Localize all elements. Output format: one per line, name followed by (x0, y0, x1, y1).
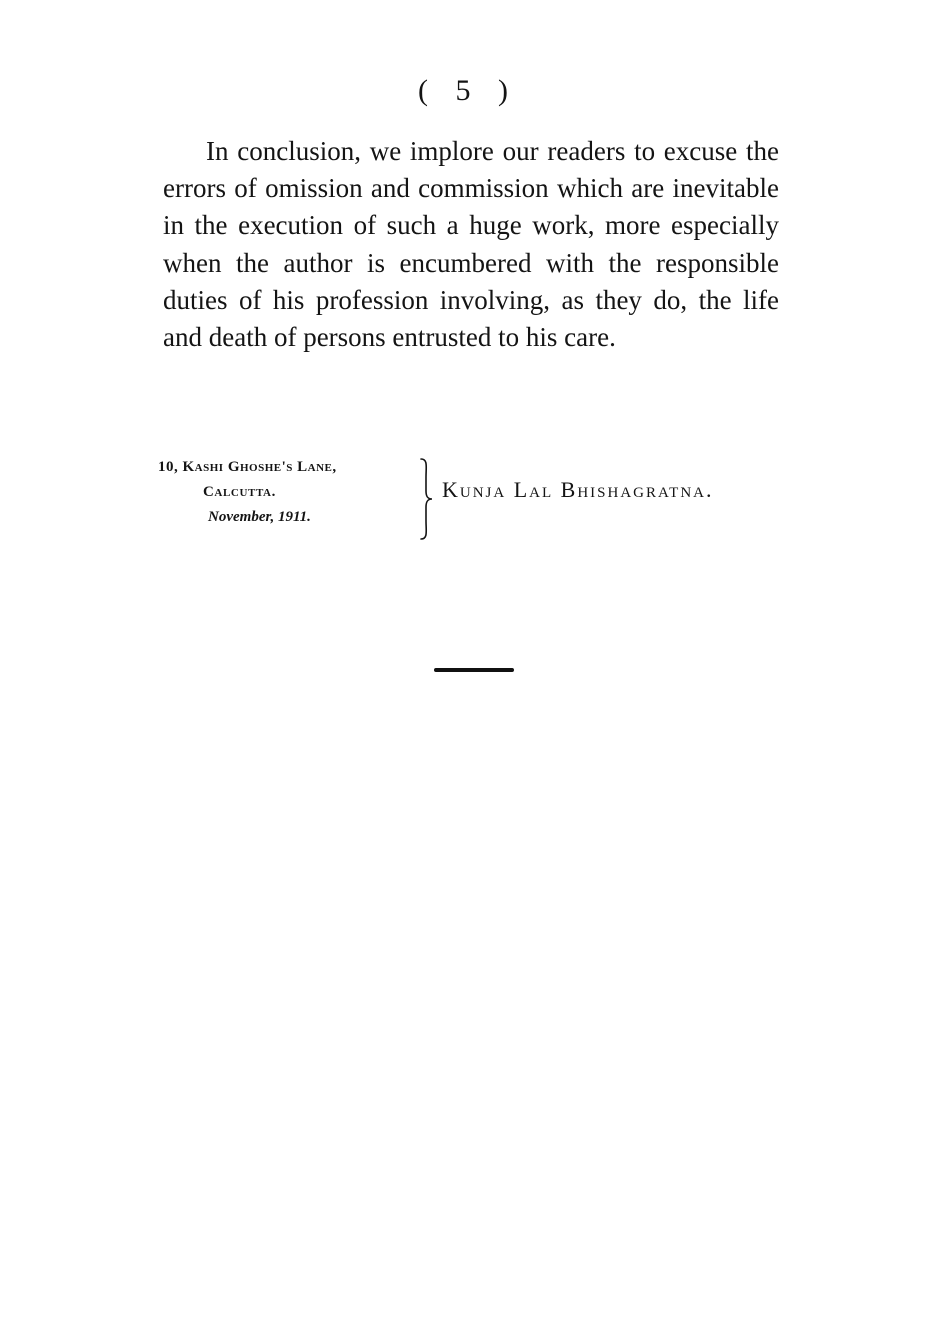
signature-block (150, 455, 790, 545)
section-divider (434, 668, 514, 672)
curly-brace-icon (418, 457, 434, 541)
concluding-paragraph: In conclusion, we implore our readers to excuse the errors of omission and commission which are inevitable in the execution of such a huge work, more especially when the author is encumbered with the responsible duties of his profession involving, as they do, the life and death of persons entrusted to his care. (163, 136, 779, 353)
author-name: Kunja Lal Bhishagratna. (442, 477, 714, 502)
page-number: ( 5 ) (418, 74, 518, 107)
body-text (163, 133, 779, 356)
signature-date: November, 1911. (208, 509, 311, 525)
address-street: 10, Kashi Ghoshe's Lane, (158, 459, 337, 475)
address-block (150, 455, 420, 530)
address-city: Calcutta. (203, 484, 276, 500)
